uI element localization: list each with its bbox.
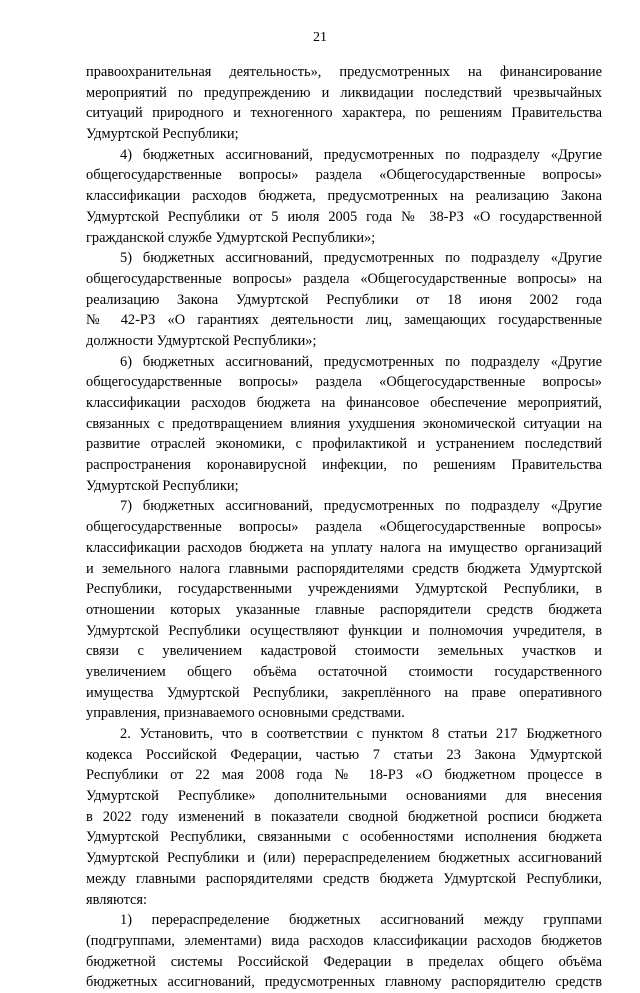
text-line: являются: bbox=[86, 891, 148, 908]
text-line: Республики от 22 мая 2008 года № 18-РЗ «О бюджетном процессе в bbox=[86, 767, 602, 784]
text-line: бюджетной системы Российской Федерации в пределах общего объёма bbox=[86, 953, 602, 970]
text-line: реализацию Закона Удмуртской Республики от 18 июня 2002 года bbox=[86, 291, 602, 308]
text-line: 1) перераспределение бюджетных ассигнований между группами bbox=[120, 912, 602, 929]
paragraph bbox=[86, 248, 602, 351]
document-body bbox=[86, 62, 602, 993]
paragraph bbox=[86, 352, 602, 497]
text-line: Удмуртской Республике» дополнительными основаниями для внесения bbox=[86, 788, 602, 805]
text-line: классификации расходов бюджета на финансовое обеспечение мероприятий, bbox=[86, 395, 602, 411]
text-line: Удмуртской Республики осуществляют функции и полномочия учредителя, в bbox=[86, 622, 602, 639]
text-line: связанных с предотвращением влияния ухудшения экономической ситуации на bbox=[86, 415, 602, 432]
paragraph bbox=[86, 910, 602, 993]
paragraph bbox=[86, 496, 602, 724]
text-line: распространения коронавирусной инфекции, по решениям Правительства bbox=[86, 457, 602, 474]
text-line: 5) бюджетных ассигнований, предусмотренных по подразделу «Другие bbox=[120, 250, 602, 267]
text-line: отношении которых указанные главные распорядители средств бюджета bbox=[86, 601, 602, 618]
text-line: Удмуртской Республики; bbox=[86, 477, 239, 494]
text-line: № 42-РЗ «О гарантиях деятельности лиц, замещающих государственные bbox=[86, 312, 602, 329]
text-line: Удмуртской Республики и (или) перераспределением бюджетных ассигнований bbox=[86, 850, 602, 867]
text-line: Удмуртской Республики; bbox=[86, 126, 239, 143]
text-line: ситуаций природного и техногенного характера, по решениям Правительства bbox=[86, 105, 602, 122]
text-line: Удмуртской Республики, связанными с особенностями исполнения бюджета bbox=[86, 829, 602, 846]
text-line: между главными распорядителями средств бюджета Удмуртской Республики, bbox=[86, 870, 602, 887]
paragraph bbox=[86, 145, 602, 248]
text-line: мероприятий по предупреждению и ликвидации последствий чрезвычайных bbox=[86, 84, 602, 101]
text-line: классификации расходов бюджета на уплату налога на имущество организаций bbox=[86, 539, 602, 556]
text-line: и земельного налога главными распорядителями средств бюджета Удмуртской bbox=[86, 560, 602, 577]
paragraph bbox=[86, 62, 602, 145]
text-line: бюджетных ассигнований, предусмотренных главному распорядителю средств bbox=[86, 974, 602, 991]
text-line: 7) бюджетных ассигнований, предусмотренных по подразделу «Другие bbox=[120, 498, 602, 515]
text-line: классификации расходов бюджета, предусмотренных на реализацию Закона bbox=[86, 188, 602, 205]
text-line: 6) бюджетных ассигнований, предусмотренных по подразделу «Другие bbox=[120, 353, 602, 370]
text-line: имущества Удмуртской Республики, закреплённого на праве оперативного bbox=[86, 684, 602, 701]
text-line: Республики, государственными учреждениями Удмуртской Республики, в bbox=[86, 581, 602, 598]
text-line: связи с увеличением кадастровой стоимости земельных участков и bbox=[86, 643, 602, 660]
text-line: кодекса Российской Федерации, частью 7 статьи 23 Закона Удмуртской bbox=[86, 746, 602, 763]
text-line: управления, признаваемого основными средствами. bbox=[86, 705, 405, 722]
text-line: Удмуртской Республики от 5 июля 2005 года № 38-РЗ «О государственной bbox=[86, 208, 602, 225]
text-line: в 2022 году изменений в показатели сводной бюджетной росписи бюджета bbox=[86, 808, 602, 825]
text-line: 4) бюджетных ассигнований, предусмотренных по подразделу «Другие bbox=[120, 146, 602, 163]
text-line: общегосударственные вопросы» раздела «Общегосударственные вопросы» bbox=[86, 374, 602, 391]
text-line: правоохранительная деятельность», предусмотренных на финансирование bbox=[86, 64, 602, 80]
text-line: 2. Установить, что в соответствии с пунктом 8 статьи 217 Бюджетного bbox=[120, 726, 602, 742]
text-line: общегосударственные вопросы» раздела «Общегосударственные вопросы» bbox=[86, 167, 602, 184]
text-line: развитие отраслей экономики, с профилактикой и устранением последствий bbox=[86, 436, 602, 453]
page-number: 21 bbox=[313, 30, 327, 45]
text-line: общегосударственные вопросы» раздела «Общегосударственные вопросы» bbox=[86, 519, 602, 536]
text-line: общегосударственные вопросы» раздела «Общегосударственные вопросы» на bbox=[86, 270, 602, 287]
paragraph bbox=[86, 724, 602, 910]
text-line: гражданской службе Удмуртской Республики»; bbox=[86, 229, 376, 246]
text-line: должности Удмуртской Республики»; bbox=[86, 332, 317, 349]
text-line: увеличением общего объёма остаточной стоимости государственного bbox=[86, 663, 602, 680]
text-line: (подгруппами, элементами) вида расходов классификации расходов бюджетов bbox=[86, 932, 602, 949]
